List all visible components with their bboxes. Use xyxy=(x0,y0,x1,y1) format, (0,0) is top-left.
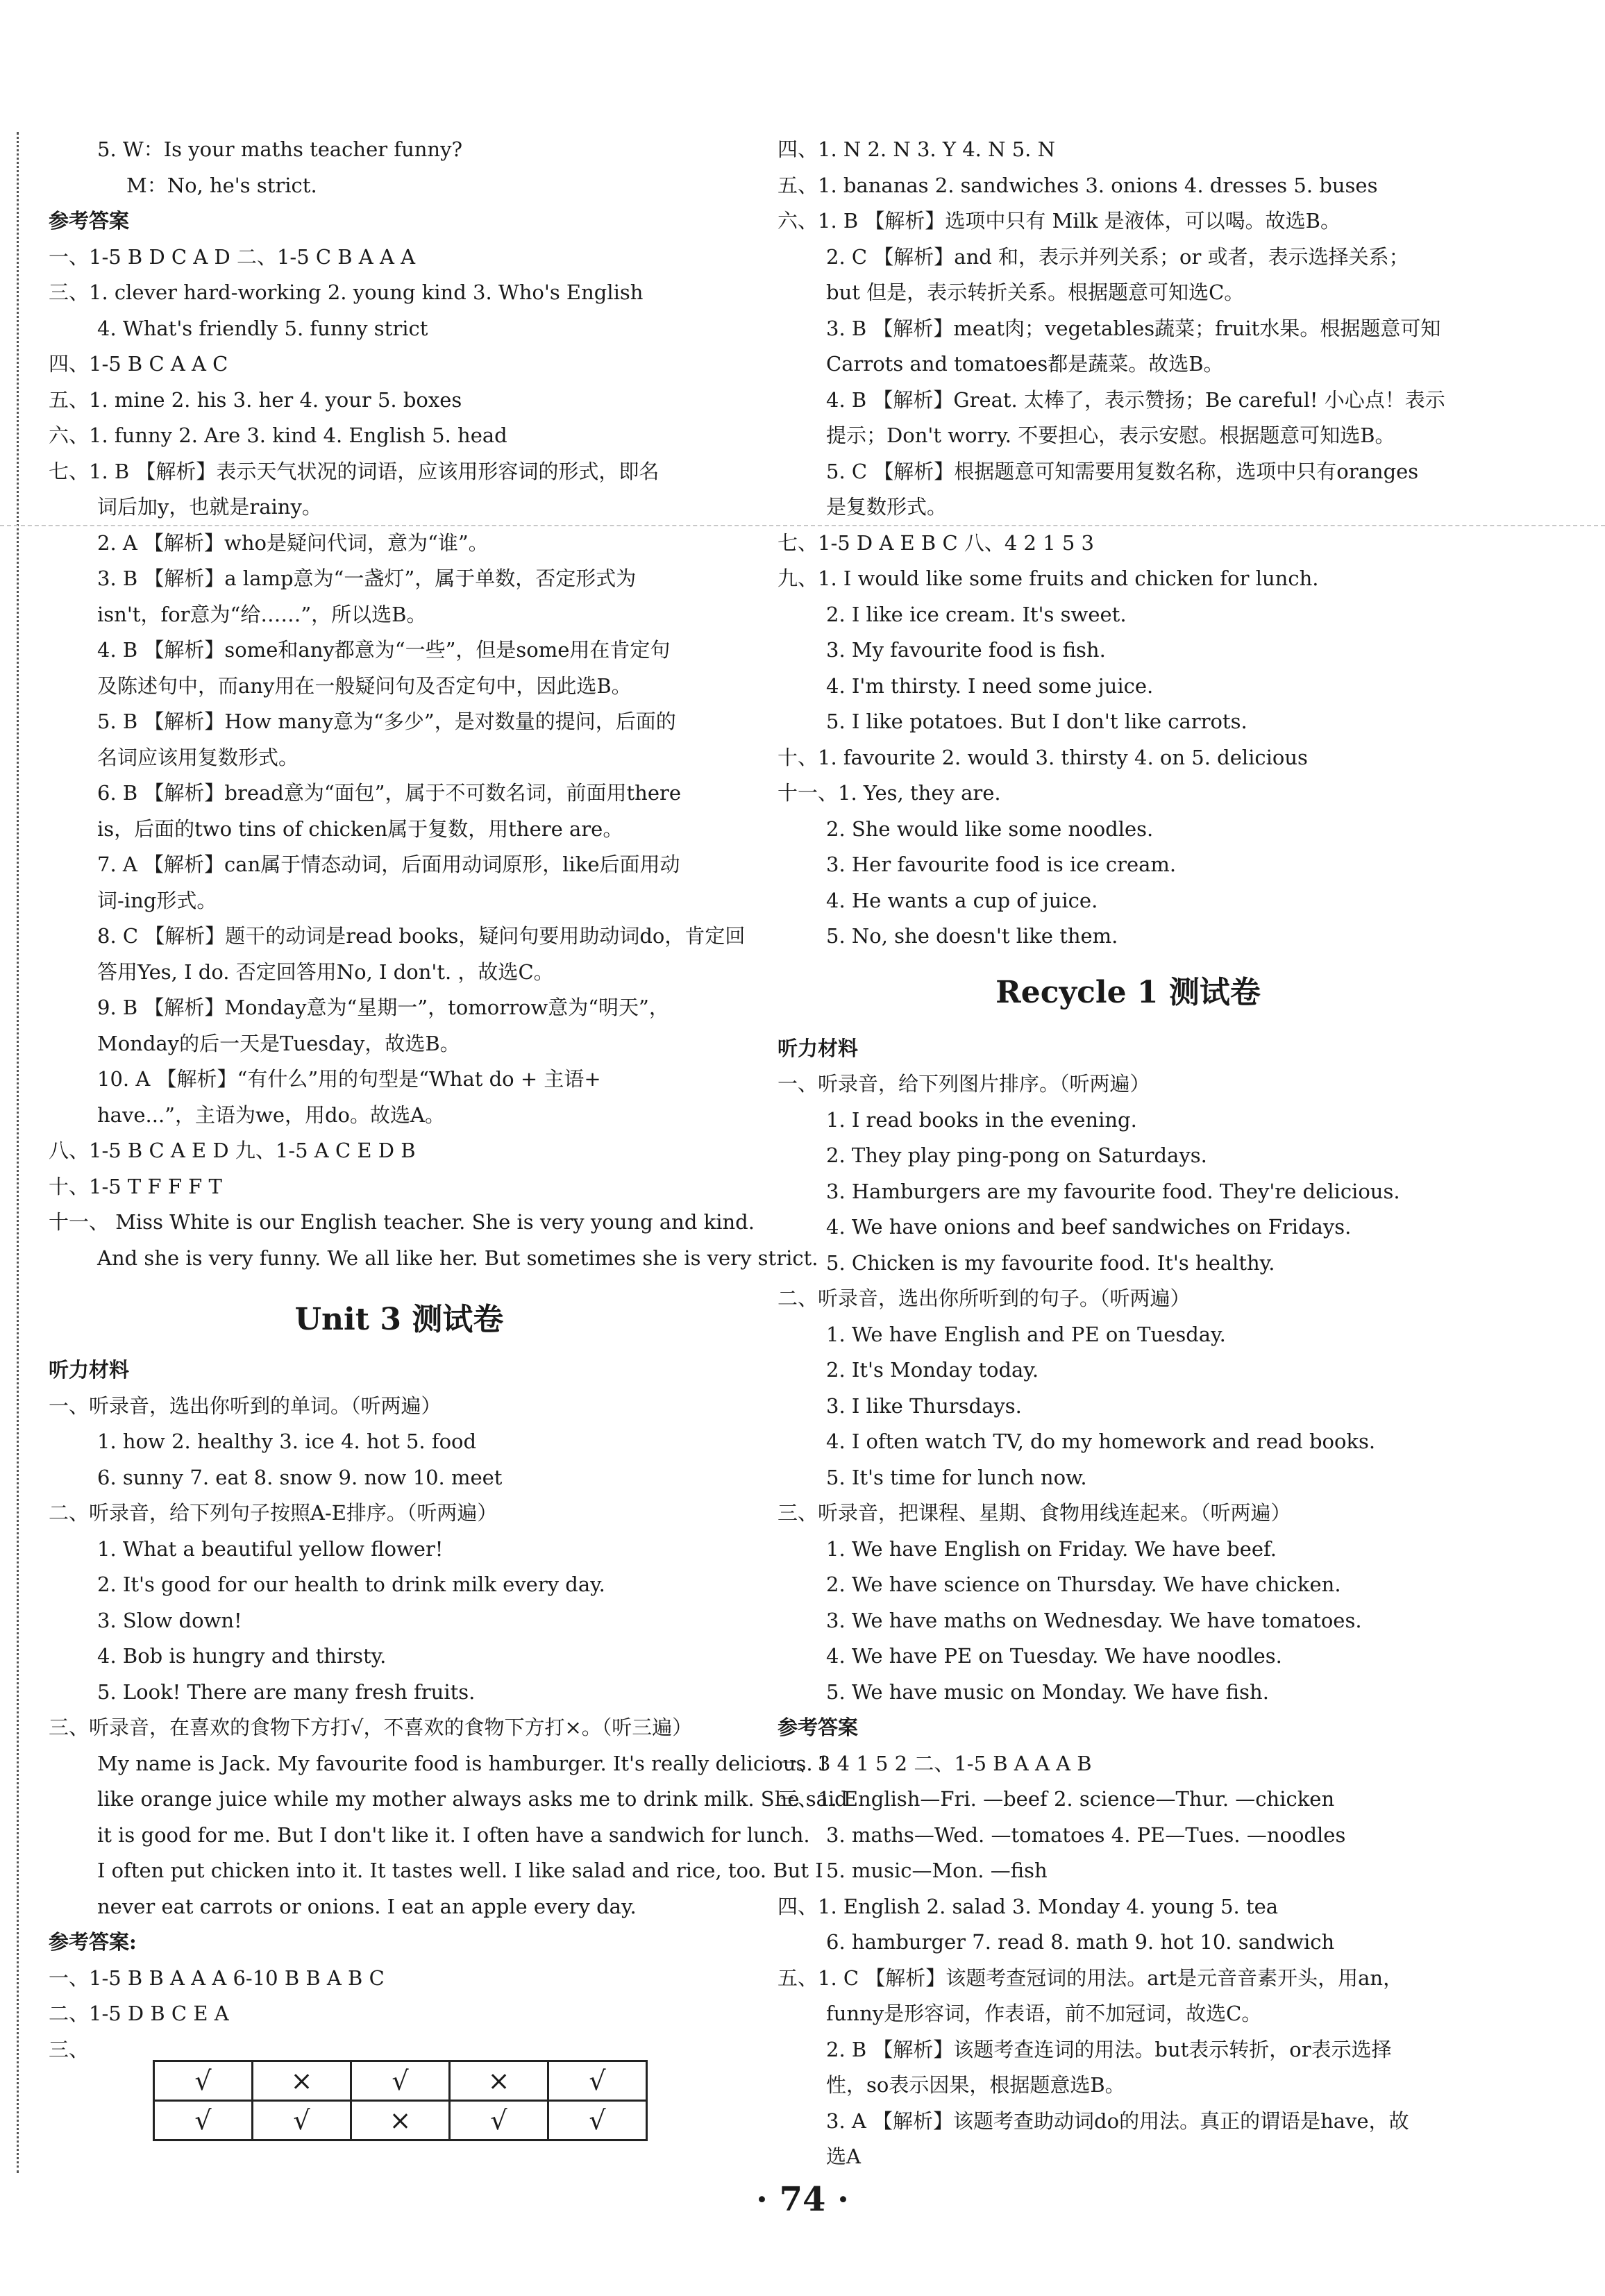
text-line: 1. how 2. healthy 3. ice 4. hot 5. food xyxy=(97,1430,477,1453)
grid-cell: √ xyxy=(154,2101,253,2140)
text-line: 5. W：Is your maths teacher funny? xyxy=(97,137,463,161)
text-line: 四、1. English 2. salad 3. Monday 4. young 5. tea xyxy=(778,1894,1279,1918)
text-line: 4. He wants a cup of juice. xyxy=(826,888,1098,912)
grid-cell: √ xyxy=(154,2061,253,2101)
text-line: 一、听录音，选出你听到的单词。（听两遍） xyxy=(49,1393,442,1418)
text-line: Carrots and tomatoes都是蔬菜。故选B。 xyxy=(826,352,1224,376)
grid-row xyxy=(154,2061,647,2101)
text-line: 词后加y，也就是rainy。 xyxy=(97,495,322,519)
text-line: 二、1-5 D B C E A xyxy=(49,2002,229,2025)
left-column xyxy=(49,132,848,2068)
text-line: 参考答案 xyxy=(778,1716,859,1739)
text-line: 3. B 【解析】a lamp意为“一盏灯”，属于单数，否定形式为 xyxy=(97,567,637,590)
text-line: 4. I'm thirsty. I need some juice. xyxy=(826,673,1154,698)
text-line: 五、1. C 【解析】该题考查冠词的用法。art是元音音素开头，用an， xyxy=(778,1966,1404,1990)
text-line: 9. B 【解析】Monday意为“星期一”，tomorrow意为“明天”， xyxy=(97,996,669,1019)
recycle1-title: Recycle 1 测试卷 xyxy=(995,974,1261,1010)
text-line: 参考答案: xyxy=(49,1930,137,1954)
text-line: 七、1. B 【解析】表示天气状况的词语，应该用形容词的形式，即名 xyxy=(49,459,659,483)
text-line: 七、1-5 D A E B C 八、4 2 1 5 3 xyxy=(778,530,1094,555)
text-line: 九、1. I would like some fruits and chicken for lunch. xyxy=(778,567,1319,590)
text-line: 八、1-5 B C A E D 九、1-5 A C E D B xyxy=(49,1139,416,1162)
text-line: like orange juice while my mother always asks me to drink milk. She said xyxy=(97,1787,848,1811)
grid-cell: × xyxy=(253,2061,351,2101)
text-line: 5. No, she doesn't like them. xyxy=(826,924,1118,948)
recycle1-block xyxy=(778,1031,1479,2175)
text-line: 3. My favourite food is fish. xyxy=(826,638,1106,662)
text-line: 及陈述句中，而any用在一般疑问句及否定句中，因此选B。 xyxy=(97,673,632,698)
grid-cell: √ xyxy=(351,2061,450,2101)
text-line: 4. What's friendly 5. funny strict xyxy=(97,316,428,340)
grid-cell: √ xyxy=(450,2101,548,2140)
grid-cell: √ xyxy=(253,2101,351,2140)
unit3-block xyxy=(49,1352,848,2068)
text-line: is，后面的two tins of chicken属于复数，用there are。 xyxy=(97,816,623,841)
text-line: 选A xyxy=(826,2145,861,2168)
text-line: 10. A 【解析】“有什么”用的句型是“What do + 主语+ xyxy=(97,1067,601,1091)
text-line: 性，so表示因果，根据题意选B。 xyxy=(826,2073,1125,2097)
text-line: 2. We have science on Thursday. We have chicken. xyxy=(826,1573,1341,1596)
text-line: 6. hamburger 7. read 8. math 9. hot 10. sandwich xyxy=(826,1930,1335,1954)
text-line: 2. A 【解析】who是疑问代词，意为“谁”。 xyxy=(97,530,489,555)
text-line: 4. Bob is hungry and thirsty. xyxy=(97,1644,387,1668)
text-line: 参考答案 xyxy=(49,209,130,233)
text-line: 1. We have English and PE on Tuesday. xyxy=(826,1322,1226,1346)
grid-cell: × xyxy=(450,2061,548,2101)
text-line: My name is Jack. My favourite food is hamburger. It's really delicious. I xyxy=(97,1751,827,1775)
text-line: 名词应该用复数形式。 xyxy=(97,745,299,769)
text-line: 5. Look! There are many fresh fruits. xyxy=(97,1679,476,1704)
text-line: 三、听录音，把课程、星期、食物用线连起来。（听两遍） xyxy=(778,1501,1291,1525)
text-line: have...”，主语为we，用do。故选A。 xyxy=(97,1103,445,1127)
text-line: 6. B 【解析】bread意为“面包”，属于不可数名词，前面用there xyxy=(97,781,682,805)
text-line: 提示；Don't worry. 不要担心，表示安慰。根据题意可知选B。 xyxy=(826,424,1395,447)
text-line: M：No, he's strict. xyxy=(126,173,317,197)
text-line: 词-ing形式。 xyxy=(97,888,217,912)
text-line: 3. Slow down! xyxy=(97,1608,242,1632)
text-line: 2. It's Monday today. xyxy=(826,1358,1039,1382)
grid-cell: √ xyxy=(548,2101,647,2140)
text-line: 是复数形式。 xyxy=(826,495,948,519)
text-line: 四、1. N 2. N 3. Y 4. N 5. N xyxy=(778,137,1055,161)
text-line: but 但是，表示转折关系。根据题意可知选C。 xyxy=(826,280,1245,304)
text-line: 十、1. favourite 2. would 3. thirsty 4. on 5. delicious xyxy=(778,745,1308,769)
text-line: isn't，for意为“给……”，所以选B。 xyxy=(97,602,427,626)
text-line: 2. It's good for our health to drink milk every day. xyxy=(97,1573,605,1596)
unit3-title: Unit 3 测试卷 xyxy=(294,1302,504,1337)
text-line: 5. B 【解析】How many意为“多少”，是对数量的提问，后面的 xyxy=(97,710,676,733)
text-line: And she is very funny. We all like her. But sometimes she is very strict. xyxy=(97,1246,818,1270)
text-line: 5. We have music on Monday. We have fish. xyxy=(826,1679,1269,1704)
text-line: 2. C 【解析】and 和，表示并列关系；or 或者，表示选择关系； xyxy=(826,244,1409,269)
text-line: 五、1. bananas 2. sandwiches 3. onions 4. dresses 5. buses xyxy=(778,173,1378,197)
text-line: 十一、1. Yes, they are. xyxy=(778,781,1001,805)
text-line: 二、听录音，给下列句子按照A-E排序。（听两遍） xyxy=(49,1501,498,1525)
grid-cell: × xyxy=(351,2101,450,2140)
text-line: 2. I like ice cream. It's sweet. xyxy=(826,602,1127,626)
text-line: 1. What a beautiful yellow flower! xyxy=(97,1536,444,1561)
text-line: 1. I read books in the evening. xyxy=(826,1107,1137,1132)
text-line: never eat carrots or onions. I eat an apple every day. xyxy=(97,1894,637,1918)
text-line: 一、3 4 1 5 2 二、1-5 B A A A B xyxy=(778,1751,1092,1775)
right-column xyxy=(778,132,1479,2175)
text-line: 4. B 【解析】some和any都意为“一些”，但是some用在肯定句 xyxy=(97,638,671,662)
text-line: 三、1. English—Fri. —beef 2. science—Thur. —chicken xyxy=(778,1787,1335,1811)
text-line: 答用Yes, I do. 否定回答用No, I don't. ，故选C。 xyxy=(97,960,554,984)
text-line: 六、1. B 【解析】选项中只有 Milk 是液体，可以喝。故选B。 xyxy=(778,209,1341,233)
text-line: 6. sunny 7. eat 8. snow 9. now 10. meet xyxy=(97,1465,503,1489)
text-line: 8. C 【解析】题干的动词是read books，疑问句要用助动词do，肯定回 xyxy=(97,924,746,948)
text-line: 7. A 【解析】can属于情态动词，后面用动词原形，like后面用动 xyxy=(97,853,680,876)
text-line: 三、1. clever hard-working 2. young kind 3. Who's English xyxy=(49,280,644,304)
text-line: I often put chicken into it. It tastes well. I like salad and rice, too. But I xyxy=(97,1859,823,1882)
text-line: 三、听录音，在喜欢的食物下方打√，不喜欢的食物下方打×。（听三遍） xyxy=(49,1716,693,1739)
text-line: funny是形容词，作表语，前不加冠词，故选C。 xyxy=(826,2002,1262,2025)
text-line: 4. B 【解析】Great. 太棒了，表示赞扬；Be careful! 小心点！表示 xyxy=(826,387,1445,412)
text-line: 3. Her favourite food is ice cream. xyxy=(826,853,1177,876)
grid-row xyxy=(154,2101,647,2140)
text-line: 2. B 【解析】该题考查连词的用法。but表示转折，or表示选择 xyxy=(826,2037,1392,2061)
text-line: 3. We have maths on Wednesday. We have tomatoes. xyxy=(826,1608,1362,1632)
grid-cell: √ xyxy=(548,2061,647,2101)
text-line: 听力材料 xyxy=(778,1036,859,1060)
text-line: 十一、 Miss White is our English teacher. She is very young and kind. xyxy=(49,1210,755,1234)
text-line: 3. I like Thursdays. xyxy=(826,1393,1022,1418)
food-preference-grid xyxy=(153,2060,648,2141)
text-line: it is good for me. But I don't like it. I often have a sandwich for lunch. xyxy=(97,1822,810,1847)
text-line: 3. Hamburgers are my favourite food. They're delicious. xyxy=(826,1179,1400,1203)
text-line: 4. We have PE on Tuesday. We have noodles. xyxy=(826,1644,1282,1668)
text-line: 3. B 【解析】meat肉；vegetables蔬菜；fruit水果。根据题意可知 xyxy=(826,316,1441,340)
right-answers-block xyxy=(778,132,1479,955)
text-line: 3. maths—Wed. —tomatoes 4. PE—Tues. —noodles xyxy=(826,1822,1346,1847)
text-line: 5. Chicken is my favourite food. It's healthy. xyxy=(826,1250,1275,1275)
text-line: 1. We have English on Friday. We have beef. xyxy=(826,1536,1277,1561)
text-line: 十、1-5 T F F F T xyxy=(49,1174,222,1198)
text-line: 一、1-5 B B A A A 6-10 B B A B C xyxy=(49,1966,385,1990)
binding-margin-line xyxy=(17,132,19,2173)
text-line: 一、1-5 B D C A D 二、1-5 C B A A A xyxy=(49,244,416,269)
text-line: 四、1-5 B C A A C xyxy=(49,352,228,376)
text-line: 听力材料 xyxy=(49,1358,130,1382)
text-line: 4. We have onions and beef sandwiches on Fridays. xyxy=(826,1215,1352,1239)
text-line: Monday的后一天是Tuesday，故选B。 xyxy=(97,1031,460,1055)
text-line: 3. A 【解析】该题考查助动词do的用法。真正的谓语是have，故 xyxy=(826,2109,1409,2133)
page-number: · 74 · xyxy=(756,2180,849,2219)
text-line: 一、听录音，给下列图片排序。（听两遍） xyxy=(778,1072,1150,1096)
text-line: 六、1. funny 2. Are 3. kind 4. English 5. head xyxy=(49,424,507,447)
text-line: 4. I often watch TV, do my homework and read books. xyxy=(826,1430,1376,1453)
text-line: 5. I like potatoes. But I don't like carrots. xyxy=(826,710,1247,733)
text-line: 2. She would like some noodles. xyxy=(826,816,1154,841)
text-line: 5. It's time for lunch now. xyxy=(826,1465,1087,1489)
text-line: 五、1. mine 2. his 3. her 4. your 5. boxes xyxy=(49,387,462,412)
text-line: 5. C 【解析】根据题意可知需要用复数名称，选项中只有oranges xyxy=(826,459,1419,483)
text-line: 三、 xyxy=(49,2037,90,2061)
text-line: 2. They play ping-pong on Saturdays. xyxy=(826,1143,1207,1167)
text-line: 二、听录音，选出你所听到的句子。（听两遍） xyxy=(778,1287,1191,1310)
left-answers-block xyxy=(49,132,818,1276)
text-line: 5. music—Mon. —fish xyxy=(826,1859,1048,1882)
